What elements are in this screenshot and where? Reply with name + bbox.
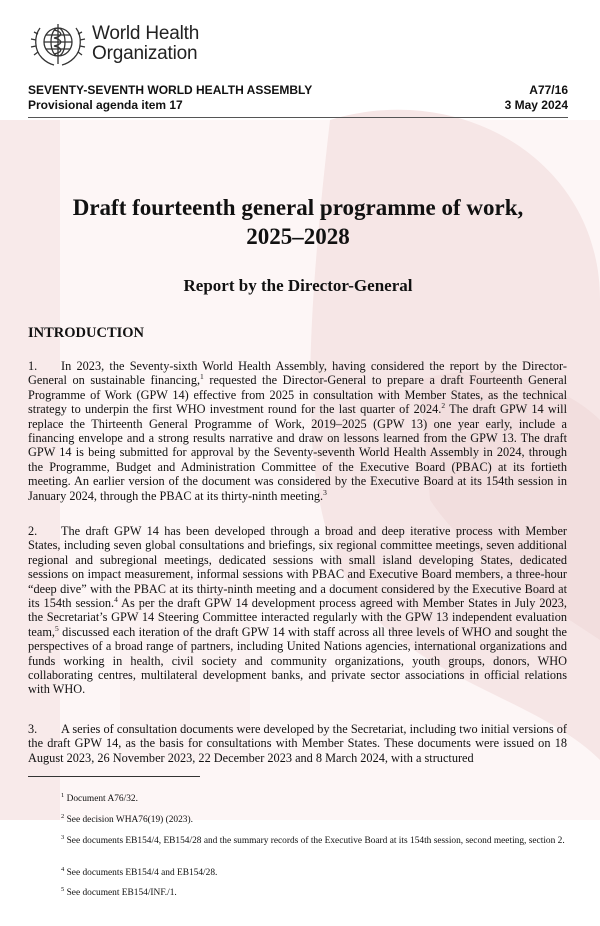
footnote-mark: 5 — [61, 885, 65, 893]
document-date: 3 May 2024 — [504, 98, 568, 112]
paragraph-text: requested the Director-General to prepare a draft Fourteenth General Programme of Work (GPW 14) effective from 2025 in consultation with Member States, as the technical strategy to underpin the first WHO investment round for the last quarter of 2024. — [28, 373, 567, 417]
paragraph-3 — [28, 722, 567, 765]
footnote-mark: 1 — [61, 791, 65, 799]
paragraph-2 — [28, 524, 567, 697]
paragraph-number: 1. — [28, 359, 38, 373]
footnote-mark: 2 — [61, 812, 65, 820]
footnote-text: See documents EB154/4, EB154/28 and the summary records of the Executive Board at its 154th session, second meeting, section 2. — [66, 836, 565, 846]
logo-line-2: Organization — [92, 43, 198, 64]
footnote-ref[interactable]: 3 — [323, 487, 327, 497]
footnote-text: Document A76/32. — [66, 794, 138, 804]
footnote-1 — [28, 793, 567, 806]
logo-line-1: World Health — [92, 23, 200, 44]
title-line-1: Draft fourteenth general programme of work, — [72, 195, 524, 220]
paragraph-1 — [28, 359, 567, 503]
agenda-item: Provisional agenda item 17 — [28, 98, 183, 112]
document-title — [28, 193, 568, 251]
document-number: A77/16 — [529, 83, 568, 97]
footnote-ref[interactable]: 4 — [114, 594, 118, 604]
footnote-mark: 3 — [61, 833, 65, 841]
paragraph-text: A series of consultation documents were developed by the Secretariat, including two initial versions of the draft GPW 14, as the basis for consultations with Member States. These documents were issued on 18 August 2023, 26 November 2023, 22 December 2023 and 8 March 2024, with a structured — [28, 722, 567, 765]
footnote-mark: 4 — [61, 865, 65, 873]
footnote-text: See document EB154/INF./1. — [66, 888, 177, 898]
section-heading: INTRODUCTION — [28, 325, 145, 341]
document-subtitle: Report by the Director-General — [183, 276, 413, 295]
assembly-name: SEVENTY-SEVENTH WORLD HEALTH ASSEMBLY — [28, 83, 313, 97]
paragraph-text: The draft GPW 14 has been developed through a broad and deep iterative process with Member States, including seven global consultations and briefings, six regional committee meetings, seven additional regional and subregional meetings, dedicated sessions with small island developing States, dedicated sessions on impact measurement, informal sessions with PBAC and Executive Board members, a three-hour “deep dive” with the PBAC at its thirty-ninth meeting and a document considered by the Executive Board at its 154th session. — [28, 524, 567, 611]
who-emblem-icon — [28, 18, 88, 70]
footnote-4 — [28, 867, 567, 880]
footnote-ref[interactable]: 5 — [54, 623, 59, 633]
who-wordmark — [92, 24, 199, 64]
footnote-3 — [28, 835, 567, 848]
header-divider — [28, 117, 568, 118]
paragraph-number: 2. — [28, 524, 38, 538]
title-line-2: 2025–2028 — [246, 224, 350, 249]
paragraph-number: 3. — [28, 722, 38, 736]
footnote-2 — [28, 814, 567, 827]
paragraph-text: discussed each iteration of the draft GPW 14 with staff across all three levels of WHO and sought the perspectives of a broad range of partners, including United Nations agencies, international organizations and funds working in health, civil society and community organizations, youth groups, donors, WHO collaborating centres, multilateral development banks, and private sector associations in official relations with WHO. — [28, 624, 567, 697]
paragraph-text: The draft GPW 14 will replace the Thirteenth General Programme of Work, 2019–2025 (GPW 13) one year early, include a financing envelope and a strong results narrative and draw on lessons learned from the GPW 13. The draft GPW 14 is being submitted for approval by the Seventy-seventh World Health Assembly in 2024, through the Programme, Budget and Administration Committee of the Executive Board (PBAC) at its fortieth meeting. An earlier version of the document was considered by the Executive Board at its 154th session in January 2024, through the PBAC at its thirty-ninth meeting. — [28, 402, 567, 503]
paragraph-text: As per the draft GPW 14 development process agreed with Member States in July 2023, the Secretariat’s GPW 14 Steering Committee interacted regularly with the GPW 13 independent evaluation team, — [28, 596, 567, 639]
paragraph-text: In 2023, the Seventy-sixth World Health Assembly, having considered the report by the Director-General on sustainable financing, — [28, 359, 567, 388]
footnote-5 — [28, 887, 567, 900]
footnote-ref[interactable]: 2 — [441, 401, 446, 411]
who-logo — [28, 18, 199, 70]
footnote-ref[interactable]: 1 — [200, 372, 204, 382]
footnote-divider — [28, 776, 200, 777]
footnote-text: See decision WHA76(19) (2023). — [66, 815, 193, 825]
footnote-text: See documents EB154/4 and EB154/28. — [66, 868, 218, 878]
